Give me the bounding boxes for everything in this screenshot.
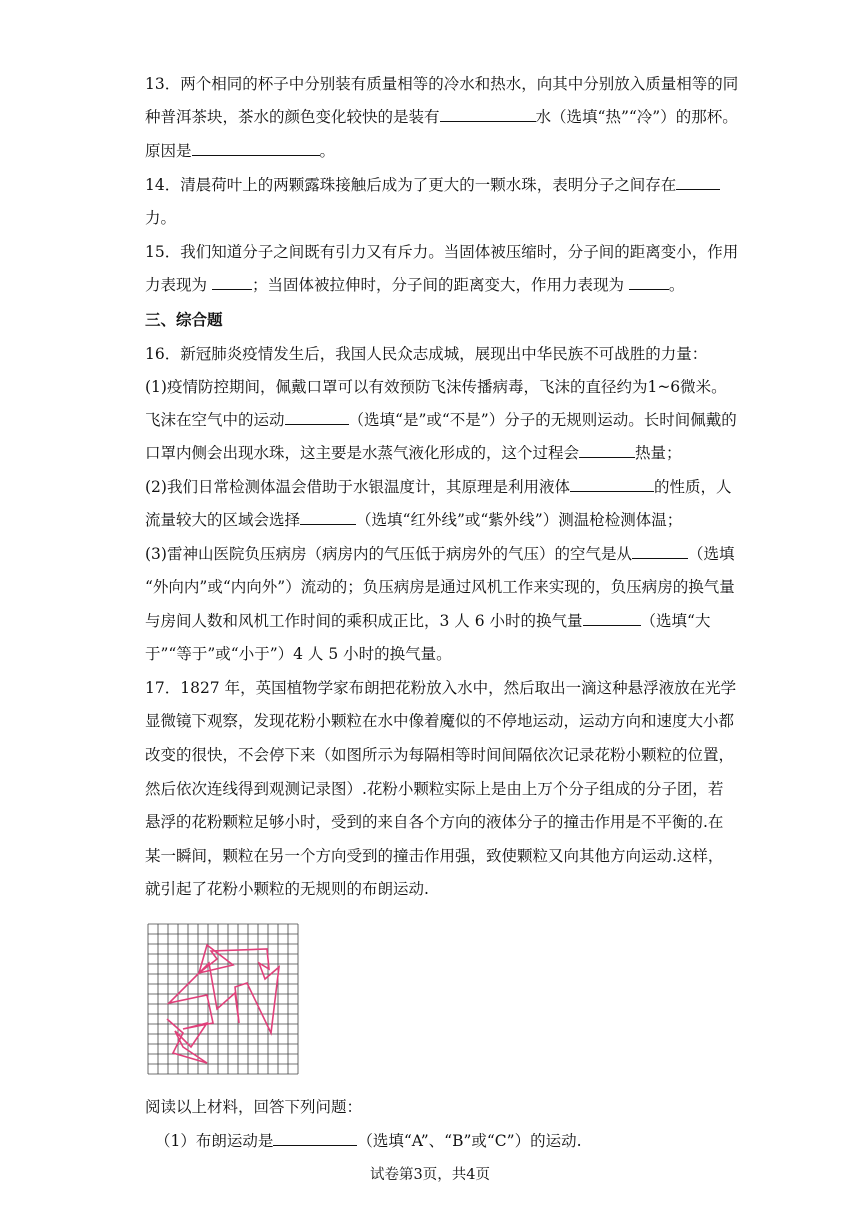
q13-line-3 xyxy=(145,141,335,161)
page-footer: 试卷第3页，共4页 xyxy=(370,1167,490,1183)
q17-line-7: 就引起了花粉小颗粒的无规则的布朗运动. xyxy=(145,880,429,898)
q17-line-1: 17．1827 年，英国植物学家布朗把花粉放入水中，然后取出一滴这种悬浮液放在光学 xyxy=(145,679,737,697)
q16-p1-line-3 xyxy=(145,443,682,463)
q17-line-5: 悬浮的花粉颗粒足够小时，受到的来自各个方向的液体分子的撞击作用是不平衡的.在 xyxy=(145,813,724,831)
q16-text: 与房间人数和风机工作时间的乘积成正比，3 人 6 小时的换气量 xyxy=(145,612,583,630)
q13-text: 。 xyxy=(319,142,336,160)
q17-answer-blank[interactable] xyxy=(273,1131,357,1146)
q16-text: （选填“是”或“不是”）分子的无规则运动。长时间佩戴的 xyxy=(348,411,737,429)
q16-text: 口罩内侧会出现水珠，这主要是水蒸气液化形成的，这个过程会 xyxy=(145,444,580,462)
q17-line-4: 然后依次连线得到观测记录图）.花粉小颗粒实际上是由上万个分子组成的分子团，若 xyxy=(145,780,724,798)
q13-answer-blank-2[interactable] xyxy=(192,141,320,156)
q13-text: 原因是 xyxy=(145,142,192,160)
q13-answer-blank-1[interactable] xyxy=(440,107,536,122)
q13-line-2 xyxy=(145,107,738,127)
q16-text: （选填“大 xyxy=(640,612,711,630)
q16-text: （选填 xyxy=(687,545,735,563)
q15-text: ；当固体被拉伸时，分子间的距离变大，作用力表现为 xyxy=(251,276,629,294)
q14-line-1 xyxy=(145,175,720,195)
q16-text: 飞沫在空气中的运动 xyxy=(145,411,285,429)
brownian-motion-figure xyxy=(147,923,299,1075)
q15-answer-blank-2[interactable] xyxy=(629,275,669,290)
q15-line-1: 15．我们知道分子之间既有引力又有斥力。当固体被压缩时，分子间的距离变小，作用 xyxy=(145,243,739,261)
q17-text: （选填“A”、“B”或“C”）的运动. xyxy=(357,1132,582,1150)
q16-p1-line-1: (1)疫情防控期间，佩戴口罩可以有效预防飞沫传播病毒，飞沫的直径约为1~6微米。 xyxy=(145,378,727,396)
q14-answer-blank[interactable] xyxy=(676,175,720,190)
q16-p3-line-2: “外向内”或“内向外”）流动的；负压病房是通过风机工作来实现的，负压病房的换气量 xyxy=(145,578,735,596)
q15-text: 力表现为 xyxy=(145,276,212,294)
q16-text: 热量； xyxy=(635,444,682,462)
q16-p3-line-1 xyxy=(145,544,734,564)
q13-text: 水（选填“热”“冷”）的那杯。 xyxy=(535,108,738,126)
q16-text: (3)雷神山医院负压病房（病房内的气压低于病房外的气压）的空气是从 xyxy=(145,545,632,563)
q16-text: （选填“红外线”或“紫外线”）测温枪检测体温； xyxy=(356,511,683,529)
q16-p2-line-1 xyxy=(145,477,731,497)
section-heading: 三、综合题 xyxy=(145,310,223,329)
q15-answer-blank-1[interactable] xyxy=(212,275,252,290)
q16-text: 流量较大的区域会选择 xyxy=(145,511,301,529)
q16-intro: 16．新冠肺炎疫情发生后，我国人民众志成城，展现出中华民族不可战胜的力量： xyxy=(145,345,708,363)
q14-line-2: 力。 xyxy=(145,209,177,227)
q13-line-1: 13．两个相同的杯子中分别装有质量相等的冷水和热水，向其中分别放入质量相等的同 xyxy=(145,75,739,93)
q16-p3-line-3 xyxy=(145,611,710,631)
q17-sub-1 xyxy=(155,1131,582,1151)
q16-answer-blank-4[interactable] xyxy=(300,510,356,525)
q17-line-3: 改变的很快，不会停下来（如图所示为每隔相等时间间隔依次记录花粉小颗粒的位置， xyxy=(145,746,735,764)
q16-answer-blank-5[interactable] xyxy=(632,544,688,559)
q17-line-2: 显微镜下观察，发现花粉小颗粒在水中像着魔似的不停地运动，运动方向和速度大小都 xyxy=(145,712,735,730)
q16-answer-blank-3[interactable] xyxy=(570,477,654,492)
q17-text: （1）布朗运动是 xyxy=(155,1132,274,1150)
q16-text: (2)我们日常检测体温会借助于水银温度计，其原理是利用液体 xyxy=(145,478,570,496)
q15-text: 。 xyxy=(668,276,685,294)
q16-answer-blank-2[interactable] xyxy=(579,443,635,458)
q16-p1-line-2 xyxy=(145,410,737,430)
q15-line-2 xyxy=(145,275,684,295)
q16-answer-blank-6[interactable] xyxy=(583,611,641,626)
q16-text: 的性质，人 xyxy=(653,478,732,496)
q17-line-6: 某一瞬间，颗粒在另一个方向受到的撞击作用强，致使颗粒又向其他方向运动.这样， xyxy=(145,847,724,865)
q13-text: 种普洱茶块，茶水的颜色变化较快的是装有 xyxy=(145,108,440,126)
q14-text: 14．清晨荷叶上的两颗露珠接触后成为了更大的一颗水珠，表明分子之间存在 xyxy=(145,176,677,194)
q17-read-instruction: 阅读以上材料，回答下列问题： xyxy=(145,1098,363,1116)
q16-p3-line-4: 于”“等于”或“小于”）4 人 5 小时的换气量。 xyxy=(145,645,452,663)
q16-p2-line-2 xyxy=(145,510,682,530)
q16-answer-blank-1[interactable] xyxy=(285,410,349,425)
